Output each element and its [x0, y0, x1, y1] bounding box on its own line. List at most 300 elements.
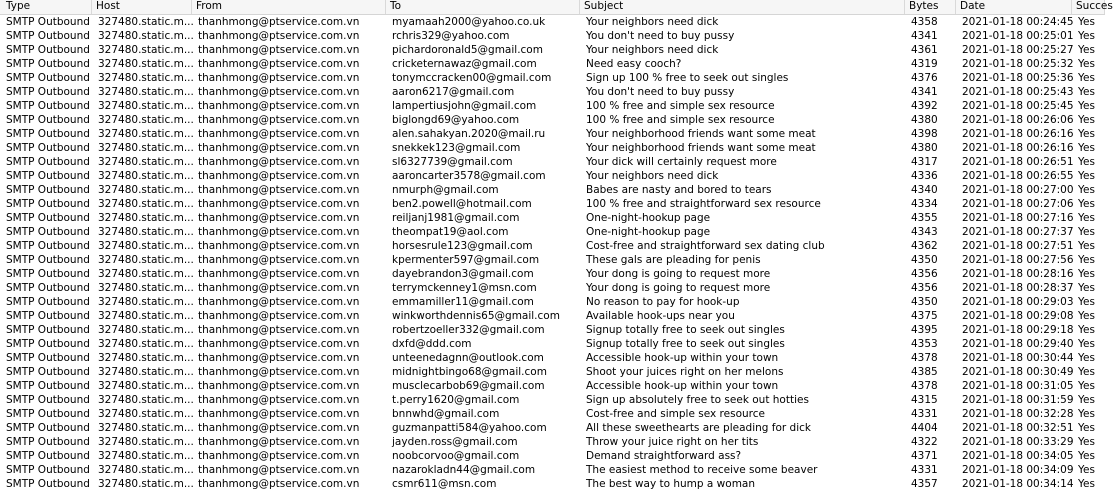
- cell-to: nmurph@gmail.com: [392, 184, 499, 196]
- cell-date: 2021-01-18 00:30:49: [962, 366, 1074, 378]
- cell-success: Yes: [1078, 198, 1095, 210]
- cell-date: 2021-01-18 00:32:28: [962, 408, 1074, 420]
- cell-success: Yes: [1078, 100, 1095, 112]
- cell-date: 2021-01-18 00:24:45: [962, 16, 1074, 28]
- table-row[interactable]: [0, 253, 1105, 267]
- cell-success: Yes: [1078, 114, 1095, 126]
- cell-subject: Signup totally free to seek out singles: [586, 338, 785, 350]
- cell-from: thanhmong@ptservice.com.vn: [198, 450, 360, 462]
- table-row[interactable]: [0, 71, 1105, 85]
- cell-to: snekkek123@gmail.com: [392, 142, 521, 154]
- cell-date: 2021-01-18 00:31:05: [962, 380, 1074, 392]
- cell-bytes: 4371: [911, 450, 938, 462]
- cell-to: robertzoeller332@gmail.com: [392, 324, 545, 336]
- cell-date: 2021-01-18 00:26:51: [962, 156, 1074, 168]
- cell-host: 327480.static.m...: [98, 142, 194, 154]
- cell-to: terrymckenney1@msn.com: [392, 282, 537, 294]
- cell-host: 327480.static.m...: [98, 450, 194, 462]
- cell-date: 2021-01-18 00:25:01: [962, 30, 1074, 42]
- cell-host: 327480.static.m...: [98, 86, 194, 98]
- cell-from: thanhmong@ptservice.com.vn: [198, 310, 360, 322]
- table-row[interactable]: [0, 141, 1105, 155]
- cell-host: 327480.static.m...: [98, 380, 194, 392]
- cell-bytes: 4317: [911, 156, 938, 168]
- cell-type: SMTP Outbound: [6, 16, 90, 28]
- cell-date: 2021-01-18 00:27:16: [962, 212, 1074, 224]
- cell-date: 2021-01-18 00:27:56: [962, 254, 1074, 266]
- cell-date: 2021-01-18 00:25:36: [962, 72, 1074, 84]
- cell-to: tonymccracken00@gmail.com: [392, 72, 552, 84]
- cell-date: 2021-01-18 00:27:06: [962, 198, 1074, 210]
- cell-to: kpermenter597@gmail.com: [392, 254, 540, 266]
- table-row[interactable]: [0, 155, 1105, 169]
- cell-to: aaron6217@gmail.com: [392, 86, 515, 98]
- cell-date: 2021-01-18 00:29:40: [962, 338, 1074, 350]
- cell-subject: Signup totally free to seek out singles: [586, 324, 785, 336]
- cell-type: SMTP Outbound: [6, 254, 90, 266]
- cell-bytes: 4350: [911, 254, 938, 266]
- cell-subject: Sign up 100 % free to seek out singles: [586, 72, 789, 84]
- cell-to: alen.sahakyan.2020@mail.ru: [392, 128, 546, 140]
- cell-to: cricketernawaz@gmail.com: [392, 58, 537, 70]
- cell-success: Yes: [1078, 58, 1095, 70]
- cell-host: 327480.static.m...: [98, 170, 194, 182]
- cell-to: noobcorvoo@gmail.com: [392, 450, 520, 462]
- cell-from: thanhmong@ptservice.com.vn: [198, 436, 360, 448]
- cell-success: Yes: [1078, 324, 1095, 336]
- cell-host: 327480.static.m...: [98, 436, 194, 448]
- table-row[interactable]: [0, 309, 1105, 323]
- cell-subject: Accessible hook-up within your town: [586, 380, 779, 392]
- cell-bytes: 4361: [911, 44, 938, 56]
- cell-to: midnightbingo68@gmail.com: [392, 366, 547, 378]
- cell-success: Yes: [1078, 366, 1095, 378]
- cell-type: SMTP Outbound: [6, 184, 90, 196]
- cell-date: 2021-01-18 00:25:32: [962, 58, 1074, 70]
- table-row[interactable]: [0, 211, 1105, 225]
- cell-from: thanhmong@ptservice.com.vn: [198, 58, 360, 70]
- cell-subject: Demand straightforward ass?: [586, 450, 742, 462]
- cell-type: SMTP Outbound: [6, 86, 90, 98]
- cell-type: SMTP Outbound: [6, 114, 90, 126]
- cell-subject: Accessible hook-up within your town: [586, 352, 779, 364]
- cell-type: SMTP Outbound: [6, 44, 90, 56]
- cell-host: 327480.static.m...: [98, 184, 194, 196]
- cell-host: 327480.static.m...: [98, 16, 194, 28]
- cell-type: SMTP Outbound: [6, 282, 90, 294]
- cell-date: 2021-01-18 00:32:51: [962, 422, 1074, 434]
- cell-date: 2021-01-18 00:26:16: [962, 142, 1074, 154]
- cell-to: nazarokladn44@gmail.com: [392, 464, 536, 476]
- cell-subject: Throw your juice right on her tits: [586, 436, 759, 448]
- cell-host: 327480.static.m...: [98, 30, 194, 42]
- cell-success: Yes: [1078, 86, 1095, 98]
- cell-subject: Shoot your juices right on her melons: [586, 366, 784, 378]
- cell-from: thanhmong@ptservice.com.vn: [198, 30, 360, 42]
- cell-success: Yes: [1078, 30, 1095, 42]
- cell-host: 327480.static.m...: [98, 240, 194, 252]
- cell-bytes: 4404: [911, 422, 938, 434]
- cell-from: thanhmong@ptservice.com.vn: [198, 366, 360, 378]
- table-row[interactable]: [0, 379, 1105, 393]
- cell-host: 327480.static.m...: [98, 478, 194, 490]
- cell-to: rchris329@yahoo.com: [392, 30, 510, 42]
- cell-success: Yes: [1078, 436, 1095, 448]
- cell-type: SMTP Outbound: [6, 128, 90, 140]
- cell-subject: Your dong is going to request more: [586, 268, 771, 280]
- cell-from: thanhmong@ptservice.com.vn: [198, 184, 360, 196]
- table-row[interactable]: [0, 337, 1105, 351]
- column-header-subject[interactable]: Subject: [580, 0, 905, 14]
- cell-host: 327480.static.m...: [98, 100, 194, 112]
- cell-type: SMTP Outbound: [6, 338, 90, 350]
- cell-host: 327480.static.m...: [98, 212, 194, 224]
- cell-from: thanhmong@ptservice.com.vn: [198, 114, 360, 126]
- cell-bytes: 4341: [911, 30, 938, 42]
- cell-date: 2021-01-18 00:30:44: [962, 352, 1074, 364]
- cell-from: thanhmong@ptservice.com.vn: [198, 142, 360, 154]
- cell-bytes: 4319: [911, 58, 938, 70]
- cell-bytes: 4331: [911, 464, 938, 476]
- cell-success: Yes: [1078, 44, 1095, 56]
- cell-date: 2021-01-18 00:25:43: [962, 86, 1074, 98]
- cell-success: Yes: [1078, 422, 1095, 434]
- cell-success: Yes: [1078, 310, 1095, 322]
- cell-type: SMTP Outbound: [6, 464, 90, 476]
- table-row[interactable]: [0, 113, 1105, 127]
- cell-date: 2021-01-18 00:34:05: [962, 450, 1074, 462]
- cell-to: winkworthdennis65@gmail.com: [392, 310, 560, 322]
- cell-subject: Your neighbors need dick: [586, 44, 719, 56]
- cell-bytes: 4395: [911, 324, 938, 336]
- cell-date: 2021-01-18 00:25:27: [962, 44, 1074, 56]
- cell-bytes: 4334: [911, 198, 938, 210]
- table-row[interactable]: [0, 127, 1105, 141]
- cell-from: thanhmong@ptservice.com.vn: [198, 408, 360, 420]
- cell-success: Yes: [1078, 450, 1095, 462]
- cell-bytes: 4380: [911, 114, 938, 126]
- cell-subject: 100 % free and simple sex resource: [586, 100, 775, 112]
- cell-subject: The easiest method to receive some beaver: [586, 464, 818, 476]
- cell-from: thanhmong@ptservice.com.vn: [198, 338, 360, 350]
- cell-bytes: 4385: [911, 366, 938, 378]
- cell-host: 327480.static.m...: [98, 324, 194, 336]
- cell-from: thanhmong@ptservice.com.vn: [198, 240, 360, 252]
- cell-from: thanhmong@ptservice.com.vn: [198, 394, 360, 406]
- cell-host: 327480.static.m...: [98, 310, 194, 322]
- cell-from: thanhmong@ptservice.com.vn: [198, 254, 360, 266]
- cell-to: myamaah2000@yahoo.co.uk: [392, 16, 546, 28]
- cell-host: 327480.static.m...: [98, 268, 194, 280]
- cell-host: 327480.static.m...: [98, 114, 194, 126]
- cell-subject: The best way to hump a woman: [586, 478, 756, 490]
- cell-to: unteenedagnn@outlook.com: [392, 352, 544, 364]
- cell-type: SMTP Outbound: [6, 408, 90, 420]
- cell-date: 2021-01-18 00:26:06: [962, 114, 1074, 126]
- cell-subject: Need easy cooch?: [586, 58, 682, 70]
- cell-subject: Your neighbors need dick: [586, 16, 719, 28]
- cell-from: thanhmong@ptservice.com.vn: [198, 282, 360, 294]
- cell-success: Yes: [1078, 338, 1095, 350]
- table-row[interactable]: [0, 267, 1105, 281]
- cell-from: thanhmong@ptservice.com.vn: [198, 268, 360, 280]
- cell-bytes: 4392: [911, 100, 938, 112]
- cell-date: 2021-01-18 00:27:51: [962, 240, 1074, 252]
- cell-success: Yes: [1078, 352, 1095, 364]
- cell-bytes: 4353: [911, 338, 938, 350]
- cell-from: thanhmong@ptservice.com.vn: [198, 422, 360, 434]
- cell-from: thanhmong@ptservice.com.vn: [198, 128, 360, 140]
- cell-to: theompat19@aol.com: [392, 226, 509, 238]
- cell-success: Yes: [1078, 240, 1095, 252]
- cell-from: thanhmong@ptservice.com.vn: [198, 156, 360, 168]
- cell-subject: Your neighborhood friends want some meat: [586, 142, 816, 154]
- cell-type: SMTP Outbound: [6, 478, 90, 490]
- cell-from: thanhmong@ptservice.com.vn: [198, 16, 360, 28]
- cell-subject: Cost-free and simple sex resource: [586, 408, 765, 420]
- cell-success: Yes: [1078, 296, 1095, 308]
- cell-subject: One-night-hookup page: [586, 212, 711, 224]
- table-row[interactable]: [0, 15, 1105, 29]
- cell-date: 2021-01-18 00:29:08: [962, 310, 1074, 322]
- cell-bytes: 4376: [911, 72, 938, 84]
- table-row[interactable]: [0, 281, 1105, 295]
- cell-host: 327480.static.m...: [98, 408, 194, 420]
- cell-subject: 100 % free and simple sex resource: [586, 114, 775, 126]
- cell-host: 327480.static.m...: [98, 254, 194, 266]
- cell-success: Yes: [1078, 142, 1095, 154]
- cell-type: SMTP Outbound: [6, 156, 90, 168]
- cell-bytes: 4398: [911, 128, 938, 140]
- table-row[interactable]: [0, 435, 1105, 449]
- table-row[interactable]: [0, 323, 1105, 337]
- column-header-success[interactable]: Succes: [1072, 0, 1105, 14]
- cell-subject: Your neighbors need dick: [586, 170, 719, 182]
- cell-host: 327480.static.m...: [98, 352, 194, 364]
- cell-bytes: 4358: [911, 16, 938, 28]
- cell-success: Yes: [1078, 156, 1095, 168]
- table-row[interactable]: [0, 449, 1105, 463]
- cell-type: SMTP Outbound: [6, 240, 90, 252]
- cell-host: 327480.static.m...: [98, 198, 194, 210]
- cell-host: 327480.static.m...: [98, 128, 194, 140]
- cell-to: ben2.powell@hotmail.com: [392, 198, 532, 210]
- table-row[interactable]: [0, 169, 1105, 183]
- cell-type: SMTP Outbound: [6, 268, 90, 280]
- cell-from: thanhmong@ptservice.com.vn: [198, 86, 360, 98]
- cell-bytes: 4331: [911, 408, 938, 420]
- column-header-type[interactable]: Type: [0, 0, 92, 14]
- cell-from: thanhmong@ptservice.com.vn: [198, 380, 360, 392]
- cell-to: emmamiller11@gmail.com: [392, 296, 534, 308]
- cell-bytes: 4341: [911, 86, 938, 98]
- cell-host: 327480.static.m...: [98, 296, 194, 308]
- cell-host: 327480.static.m...: [98, 226, 194, 238]
- cell-date: 2021-01-18 00:34:09: [962, 464, 1074, 476]
- cell-to: horsesrule123@gmail.com: [392, 240, 533, 252]
- cell-bytes: 4340: [911, 184, 938, 196]
- cell-host: 327480.static.m...: [98, 464, 194, 476]
- cell-host: 327480.static.m...: [98, 422, 194, 434]
- cell-to: jayden.ross@gmail.com: [392, 436, 518, 448]
- cell-to: sl6327739@gmail.com: [392, 156, 513, 168]
- cell-bytes: 4357: [911, 478, 938, 490]
- cell-to: t.perry1620@gmail.com: [392, 394, 520, 406]
- cell-success: Yes: [1078, 170, 1095, 182]
- cell-from: thanhmong@ptservice.com.vn: [198, 198, 360, 210]
- cell-success: Yes: [1078, 184, 1095, 196]
- cell-type: SMTP Outbound: [6, 212, 90, 224]
- column-header-bytes[interactable]: Bytes: [905, 0, 956, 14]
- cell-bytes: 4315: [911, 394, 938, 406]
- list-body: [0, 15, 1105, 491]
- cell-bytes: 4356: [911, 268, 938, 280]
- cell-date: 2021-01-18 00:34:14: [962, 478, 1074, 490]
- table-row[interactable]: [0, 99, 1105, 113]
- cell-date: 2021-01-18 00:28:16: [962, 268, 1074, 280]
- cell-type: SMTP Outbound: [6, 436, 90, 448]
- cell-from: thanhmong@ptservice.com.vn: [198, 296, 360, 308]
- cell-from: thanhmong@ptservice.com.vn: [198, 170, 360, 182]
- cell-date: 2021-01-18 00:29:03: [962, 296, 1074, 308]
- cell-type: SMTP Outbound: [6, 352, 90, 364]
- cell-host: 327480.static.m...: [98, 58, 194, 70]
- cell-success: Yes: [1078, 408, 1095, 420]
- cell-from: thanhmong@ptservice.com.vn: [198, 100, 360, 112]
- cell-date: 2021-01-18 00:26:55: [962, 170, 1074, 182]
- cell-type: SMTP Outbound: [6, 296, 90, 308]
- table-row[interactable]: [0, 29, 1105, 43]
- cell-date: 2021-01-18 00:26:16: [962, 128, 1074, 140]
- column-header-from[interactable]: From: [192, 0, 386, 14]
- cell-host: 327480.static.m...: [98, 72, 194, 84]
- table-row[interactable]: [0, 197, 1105, 211]
- cell-type: SMTP Outbound: [6, 100, 90, 112]
- cell-success: Yes: [1078, 16, 1095, 28]
- cell-date: 2021-01-18 00:27:37: [962, 226, 1074, 238]
- cell-to: bnnwhd@gmail.com: [392, 408, 500, 420]
- cell-from: thanhmong@ptservice.com.vn: [198, 226, 360, 238]
- table-row[interactable]: [0, 407, 1105, 421]
- cell-subject: All these sweethearts are pleading for dick: [586, 422, 811, 434]
- cell-bytes: 4362: [911, 240, 938, 252]
- cell-type: SMTP Outbound: [6, 142, 90, 154]
- column-header-date[interactable]: Date: [956, 0, 1072, 14]
- cell-type: SMTP Outbound: [6, 324, 90, 336]
- cell-success: Yes: [1078, 226, 1095, 238]
- cell-bytes: 4343: [911, 226, 938, 238]
- cell-type: SMTP Outbound: [6, 58, 90, 70]
- cell-bytes: 4336: [911, 170, 938, 182]
- cell-bytes: 4322: [911, 436, 938, 448]
- cell-host: 327480.static.m...: [98, 156, 194, 168]
- cell-date: 2021-01-18 00:28:37: [962, 282, 1074, 294]
- cell-success: Yes: [1078, 380, 1095, 392]
- cell-from: thanhmong@ptservice.com.vn: [198, 352, 360, 364]
- cell-subject: Your dong is going to request more: [586, 282, 771, 294]
- cell-to: pichardoronald5@gmail.com: [392, 44, 543, 56]
- cell-subject: Sign up absolutely free to seek out hotties: [586, 394, 809, 406]
- table-row[interactable]: [0, 477, 1105, 491]
- table-row[interactable]: [0, 43, 1105, 57]
- cell-success: Yes: [1078, 464, 1095, 476]
- cell-to: reiljanj1981@gmail.com: [392, 212, 520, 224]
- cell-to: dayebrandon3@gmail.com: [392, 268, 534, 280]
- cell-date: 2021-01-18 00:31:59: [962, 394, 1074, 406]
- table-row[interactable]: [0, 295, 1105, 309]
- cell-type: SMTP Outbound: [6, 198, 90, 210]
- cell-bytes: 4350: [911, 296, 938, 308]
- cell-bytes: 4380: [911, 142, 938, 154]
- cell-date: 2021-01-18 00:29:18: [962, 324, 1074, 336]
- cell-subject: No reason to pay for hook-up: [586, 296, 740, 308]
- cell-success: Yes: [1078, 128, 1095, 140]
- cell-success: Yes: [1078, 268, 1095, 280]
- table-row[interactable]: [0, 351, 1105, 365]
- cell-type: SMTP Outbound: [6, 422, 90, 434]
- cell-success: Yes: [1078, 72, 1095, 84]
- cell-type: SMTP Outbound: [6, 380, 90, 392]
- column-header-host[interactable]: Host: [92, 0, 192, 14]
- cell-success: Yes: [1078, 212, 1095, 224]
- cell-type: SMTP Outbound: [6, 226, 90, 238]
- table-row[interactable]: [0, 183, 1105, 197]
- cell-subject: These gals are pleading for penis: [586, 254, 761, 266]
- cell-type: SMTP Outbound: [6, 394, 90, 406]
- cell-from: thanhmong@ptservice.com.vn: [198, 44, 360, 56]
- cell-from: thanhmong@ptservice.com.vn: [198, 464, 360, 476]
- cell-type: SMTP Outbound: [6, 30, 90, 42]
- table-row[interactable]: [0, 239, 1105, 253]
- cell-type: SMTP Outbound: [6, 310, 90, 322]
- cell-date: 2021-01-18 00:25:45: [962, 100, 1074, 112]
- cell-success: Yes: [1078, 282, 1095, 294]
- cell-type: SMTP Outbound: [6, 72, 90, 84]
- cell-subject: Babes are nasty and bored to tears: [586, 184, 772, 196]
- cell-host: 327480.static.m...: [98, 338, 194, 350]
- cell-from: thanhmong@ptservice.com.vn: [198, 478, 360, 490]
- cell-bytes: 4356: [911, 282, 938, 294]
- cell-subject: Your neighborhood friends want some meat: [586, 128, 816, 140]
- cell-to: dxfd@ddd.com: [392, 338, 472, 350]
- cell-subject: One-night-hookup page: [586, 226, 711, 238]
- cell-bytes: 4375: [911, 310, 938, 322]
- cell-type: SMTP Outbound: [6, 450, 90, 462]
- table-row[interactable]: [0, 57, 1105, 71]
- cell-success: Yes: [1078, 394, 1095, 406]
- table-row[interactable]: [0, 421, 1105, 435]
- cell-subject: Available hook-ups near you: [586, 310, 735, 322]
- cell-to: aaroncarter3578@gmail.com: [392, 170, 546, 182]
- cell-subject: Your dick will certainly request more: [586, 156, 777, 168]
- cell-to: guzmanpatti584@yahoo.com: [392, 422, 547, 434]
- cell-date: 2021-01-18 00:27:00: [962, 184, 1074, 196]
- cell-host: 327480.static.m...: [98, 394, 194, 406]
- column-header-to[interactable]: To: [386, 0, 580, 14]
- cell-subject: You don't need to buy pussy: [586, 30, 735, 42]
- cell-from: thanhmong@ptservice.com.vn: [198, 324, 360, 336]
- table-row[interactable]: [0, 225, 1105, 239]
- table-row[interactable]: [0, 85, 1105, 99]
- table-row[interactable]: [0, 365, 1105, 379]
- table-row[interactable]: [0, 463, 1105, 477]
- cell-to: lampertiusjohn@gmail.com: [392, 100, 537, 112]
- cell-from: thanhmong@ptservice.com.vn: [198, 212, 360, 224]
- cell-subject: You don't need to buy pussy: [586, 86, 735, 98]
- cell-type: SMTP Outbound: [6, 170, 90, 182]
- table-row[interactable]: [0, 393, 1105, 407]
- cell-to: biglongd69@yahoo.com: [392, 114, 520, 126]
